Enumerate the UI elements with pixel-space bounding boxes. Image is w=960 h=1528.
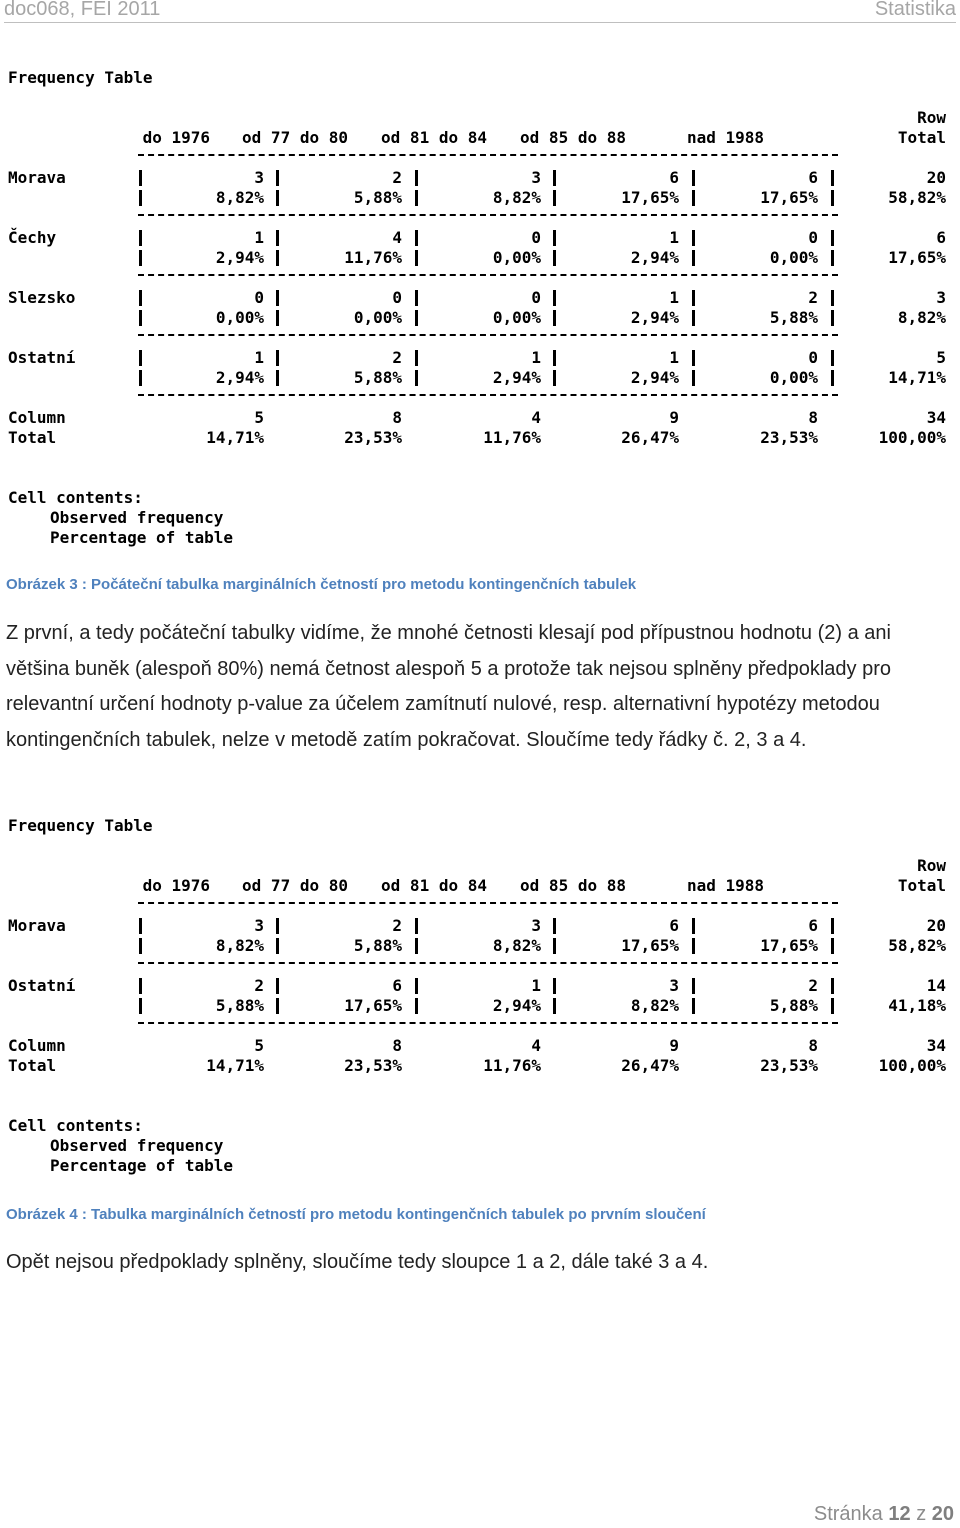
column-total-label: Column — [8, 408, 66, 427]
cell-frequency: 0 — [392, 288, 402, 307]
cell-contents-item: Percentage of table — [50, 1156, 234, 1175]
cell-separator — [553, 230, 556, 246]
cell-frequency: 2 — [254, 976, 264, 995]
cell-separator — [831, 938, 834, 954]
row-total-header: Total — [897, 876, 946, 895]
page-header — [4, 0, 956, 23]
cell-frequency: 1 — [669, 228, 679, 247]
cell-separator — [831, 370, 834, 386]
cell-frequency: 0 — [254, 288, 264, 307]
figure-caption-4: Obrázek 4 : Tabulka marginálních četností pro metodu kontingenčních tabulek po prvním sloučení — [6, 1206, 706, 1223]
cell-separator — [831, 250, 834, 266]
row-total-percentage: 8,82% — [897, 308, 946, 327]
column-total-frequency: 4 — [531, 1036, 541, 1055]
column-total-frequency: 9 — [669, 408, 679, 427]
cell-separator — [276, 230, 279, 246]
cell-separator — [276, 310, 279, 326]
cell-percentage: 5,88% — [353, 188, 402, 207]
column-total-frequency: 8 — [808, 408, 818, 427]
cell-separator — [415, 190, 418, 206]
table-title: Frequency Table — [8, 68, 153, 87]
header-section: Statistika — [874, 0, 956, 20]
cell-frequency: 3 — [531, 916, 541, 935]
row-separator — [138, 902, 838, 904]
cell-separator — [139, 290, 142, 306]
column-total-percentage: 23,53% — [344, 428, 402, 447]
cell-separator — [831, 230, 834, 246]
column-total-percentage: 23,53% — [760, 1056, 818, 1075]
cell-separator — [415, 310, 418, 326]
column-header: od 77 do 80 — [242, 876, 348, 895]
cell-contents-title: Cell contents: — [8, 1116, 143, 1135]
paragraph-2: Opět nejsou předpoklady splněny, sloučíme tedy sloupce 1 a 2, dále také 3 a 4. — [6, 1251, 709, 1273]
cell-separator — [692, 230, 695, 246]
row-total-header: Total — [897, 128, 946, 147]
cell-percentage: 17,65% — [344, 996, 402, 1015]
cell-separator — [139, 370, 142, 386]
cell-separator — [415, 350, 418, 366]
cell-frequency: 6 — [392, 976, 402, 995]
cell-frequency: 4 — [392, 228, 402, 247]
cell-frequency: 3 — [254, 168, 264, 187]
cell-contents-item: Percentage of table — [50, 528, 234, 547]
cell-separator — [553, 170, 556, 186]
cell-frequency: 3 — [531, 168, 541, 187]
cell-separator — [553, 350, 556, 366]
row-separator — [138, 154, 838, 156]
cell-separator — [553, 310, 556, 326]
cell-percentage: 2,94% — [492, 368, 541, 387]
cell-separator — [831, 350, 834, 366]
cell-separator — [415, 290, 418, 306]
row-total-header: Row — [917, 856, 946, 875]
header-doc-id: doc068, FEI 2011 — [4, 0, 161, 20]
row-separator — [138, 962, 838, 964]
cell-percentage: 0,00% — [492, 248, 541, 267]
row-label: Morava — [8, 916, 66, 935]
row-total-percentage: 58,82% — [888, 188, 946, 207]
cell-separator — [692, 350, 695, 366]
cell-frequency: 6 — [669, 168, 679, 187]
column-header: nad 1988 — [686, 128, 764, 147]
cell-separator — [692, 170, 695, 186]
cell-percentage: 8,82% — [215, 188, 264, 207]
cell-separator — [139, 250, 142, 266]
cell-percentage: 17,65% — [760, 936, 818, 955]
cell-separator — [415, 250, 418, 266]
cell-separator — [139, 918, 142, 934]
row-total-percentage: 41,18% — [888, 996, 946, 1015]
cell-percentage: 5,88% — [769, 996, 818, 1015]
row-total-header: Row — [917, 108, 946, 127]
cell-frequency: 6 — [808, 168, 818, 187]
column-total-frequency: 9 — [669, 1036, 679, 1055]
row-separator — [138, 274, 838, 276]
row-separator — [138, 334, 838, 336]
cell-frequency: 2 — [808, 288, 818, 307]
cell-frequency: 6 — [808, 916, 818, 935]
cell-frequency: 0 — [808, 228, 818, 247]
cell-frequency: 1 — [669, 348, 679, 367]
column-total-label: Total — [8, 428, 57, 447]
footer-prefix: Stránka — [813, 1503, 883, 1525]
cell-separator — [831, 190, 834, 206]
cell-frequency: 3 — [254, 916, 264, 935]
cell-separator — [276, 938, 279, 954]
row-label: Morava — [8, 168, 66, 187]
column-total-frequency: 8 — [808, 1036, 818, 1055]
row-label: Slezsko — [8, 288, 76, 307]
cell-separator — [692, 370, 695, 386]
cell-percentage: 8,82% — [215, 936, 264, 955]
cell-separator — [553, 918, 556, 934]
footer-page-number: 12 — [888, 1503, 911, 1525]
cell-frequency: 2 — [392, 348, 402, 367]
cell-separator — [139, 170, 142, 186]
cell-frequency: 6 — [669, 916, 679, 935]
cell-separator — [415, 230, 418, 246]
cell-separator — [276, 370, 279, 386]
cell-percentage: 17,65% — [760, 188, 818, 207]
cell-separator — [415, 370, 418, 386]
row-total-percentage: 17,65% — [888, 248, 946, 267]
row-total-percentage: 14,71% — [888, 368, 946, 387]
cell-frequency: 0 — [808, 348, 818, 367]
column-header: do 1976 — [142, 876, 210, 895]
cell-percentage: 5,88% — [353, 368, 402, 387]
column-header: do 1976 — [142, 128, 210, 147]
cell-frequency: 1 — [669, 288, 679, 307]
cell-separator — [415, 998, 418, 1014]
cell-separator — [831, 918, 834, 934]
cell-percentage: 17,65% — [621, 936, 679, 955]
cell-separator — [139, 998, 142, 1014]
cell-separator — [831, 978, 834, 994]
figure-caption-3: Obrázek 3 : Počáteční tabulka marginálních četností pro metodu kontingenčních tabulek — [6, 576, 637, 593]
column-total-percentage: 23,53% — [344, 1056, 402, 1075]
cell-separator — [553, 250, 556, 266]
cell-separator — [692, 998, 695, 1014]
column-total-frequency: 8 — [392, 408, 402, 427]
row-total-frequency: 20 — [926, 916, 946, 935]
cell-frequency: 1 — [531, 976, 541, 995]
grand-total-frequency: 34 — [926, 408, 946, 427]
row-separator — [138, 214, 838, 216]
cell-percentage: 0,00% — [353, 308, 402, 327]
row-total-frequency: 14 — [926, 976, 946, 995]
footer-total-pages: 20 — [931, 1503, 954, 1525]
cell-separator — [831, 170, 834, 186]
row-total-frequency: 5 — [936, 348, 946, 367]
cell-separator — [692, 978, 695, 994]
frequency-table-1 — [0, 60, 960, 550]
cell-separator — [831, 998, 834, 1014]
cell-percentage: 2,94% — [630, 308, 679, 327]
cell-contents-item: Observed frequency — [50, 1136, 224, 1155]
cell-frequency: 1 — [254, 348, 264, 367]
cell-separator — [553, 938, 556, 954]
column-header: nad 1988 — [686, 876, 764, 895]
cell-separator — [276, 170, 279, 186]
cell-separator — [692, 310, 695, 326]
cell-separator — [692, 250, 695, 266]
cell-percentage: 0,00% — [769, 248, 818, 267]
cell-separator — [139, 978, 142, 994]
cell-separator — [139, 938, 142, 954]
cell-percentage: 0,00% — [769, 368, 818, 387]
column-header: od 85 do 88 — [520, 876, 626, 895]
column-total-frequency: 5 — [254, 1036, 264, 1055]
cell-separator — [831, 290, 834, 306]
row-total-percentage: 58,82% — [888, 936, 946, 955]
cell-separator — [139, 190, 142, 206]
column-header: od 81 do 84 — [381, 876, 487, 895]
row-label: Ostatní — [8, 348, 76, 367]
cell-separator — [276, 190, 279, 206]
cell-percentage: 8,82% — [492, 188, 541, 207]
row-label: Ostatní — [8, 976, 76, 995]
cell-separator — [553, 978, 556, 994]
column-total-percentage: 26,47% — [621, 428, 679, 447]
cell-percentage: 2,94% — [492, 996, 541, 1015]
column-total-frequency: 5 — [254, 408, 264, 427]
column-total-label: Total — [8, 1056, 57, 1075]
cell-percentage: 5,88% — [769, 308, 818, 327]
cell-separator — [139, 350, 142, 366]
cell-frequency: 1 — [531, 348, 541, 367]
cell-separator — [415, 938, 418, 954]
column-header: od 81 do 84 — [381, 128, 487, 147]
cell-separator — [276, 998, 279, 1014]
frequency-table-2 — [0, 808, 960, 1178]
cell-separator — [139, 230, 142, 246]
paragraph-1: Z první, a tedy počáteční tabulky vidíme, že mnohé četnosti klesají pod přípustnou hodnotu (2) a ani většina buněk (alespoň 80%) nemá četnost alespoň 5 a protože tak nejsou splněny předpoklady pro relevantní určení hodnoty p-value za účelem zamítnutí nulové, resp. alternativní hypotézy metodou kontingenčních tabulek, nelze v metodě zatím pokračovat. Sloučíme tedy řádky č. 2, 3 a 4. — [6, 622, 892, 751]
column-total-frequency: 4 — [531, 408, 541, 427]
column-total-label: Column — [8, 1036, 66, 1055]
footer-separator: z — [916, 1503, 927, 1525]
cell-percentage: 0,00% — [492, 308, 541, 327]
cell-frequency: 0 — [531, 228, 541, 247]
cell-separator — [553, 190, 556, 206]
grand-total-frequency: 34 — [926, 1036, 946, 1055]
cell-separator — [692, 938, 695, 954]
column-total-percentage: 11,76% — [483, 428, 541, 447]
row-total-frequency: 6 — [936, 228, 946, 247]
table-title: Frequency Table — [8, 816, 153, 835]
cell-percentage: 8,82% — [492, 936, 541, 955]
cell-separator — [553, 370, 556, 386]
cell-percentage: 11,76% — [344, 248, 402, 267]
cell-separator — [692, 918, 695, 934]
cell-separator — [139, 310, 142, 326]
cell-separator — [276, 918, 279, 934]
cell-separator — [276, 978, 279, 994]
cell-contents-item: Observed frequency — [50, 508, 224, 527]
column-total-percentage: 26,47% — [621, 1056, 679, 1075]
cell-separator — [553, 290, 556, 306]
cell-separator — [276, 250, 279, 266]
cell-separator — [553, 998, 556, 1014]
column-total-percentage: 14,71% — [206, 1056, 264, 1075]
row-total-frequency: 3 — [936, 288, 946, 307]
column-total-frequency: 8 — [392, 1036, 402, 1055]
column-total-percentage: 23,53% — [760, 428, 818, 447]
cell-separator — [276, 350, 279, 366]
cell-contents-title: Cell contents: — [8, 488, 143, 507]
row-separator — [138, 394, 838, 396]
grand-total-percentage: 100,00% — [878, 428, 946, 447]
cell-percentage: 5,88% — [215, 996, 264, 1015]
cell-separator — [831, 310, 834, 326]
cell-frequency: 2 — [392, 916, 402, 935]
cell-percentage: 17,65% — [621, 188, 679, 207]
page-footer — [814, 1503, 954, 1526]
cell-separator — [415, 978, 418, 994]
cell-percentage: 2,94% — [630, 368, 679, 387]
cell-separator — [692, 290, 695, 306]
row-total-frequency: 20 — [926, 168, 946, 187]
cell-frequency: 3 — [669, 976, 679, 995]
column-total-percentage: 14,71% — [206, 428, 264, 447]
cell-frequency: 0 — [531, 288, 541, 307]
cell-percentage: 8,82% — [630, 996, 679, 1015]
cell-percentage: 5,88% — [353, 936, 402, 955]
cell-percentage: 2,94% — [630, 248, 679, 267]
column-header: od 85 do 88 — [520, 128, 626, 147]
cell-percentage: 2,94% — [215, 248, 264, 267]
cell-frequency: 2 — [808, 976, 818, 995]
cell-separator — [692, 190, 695, 206]
cell-separator — [415, 918, 418, 934]
cell-separator — [415, 170, 418, 186]
row-label: Čechy — [8, 228, 57, 247]
cell-percentage: 0,00% — [215, 308, 264, 327]
cell-frequency: 1 — [254, 228, 264, 247]
column-total-percentage: 11,76% — [483, 1056, 541, 1075]
cell-frequency: 2 — [392, 168, 402, 187]
column-header: od 77 do 80 — [242, 128, 348, 147]
row-separator — [138, 1022, 838, 1024]
cell-separator — [276, 290, 279, 306]
cell-percentage: 2,94% — [215, 368, 264, 387]
grand-total-percentage: 100,00% — [878, 1056, 946, 1075]
